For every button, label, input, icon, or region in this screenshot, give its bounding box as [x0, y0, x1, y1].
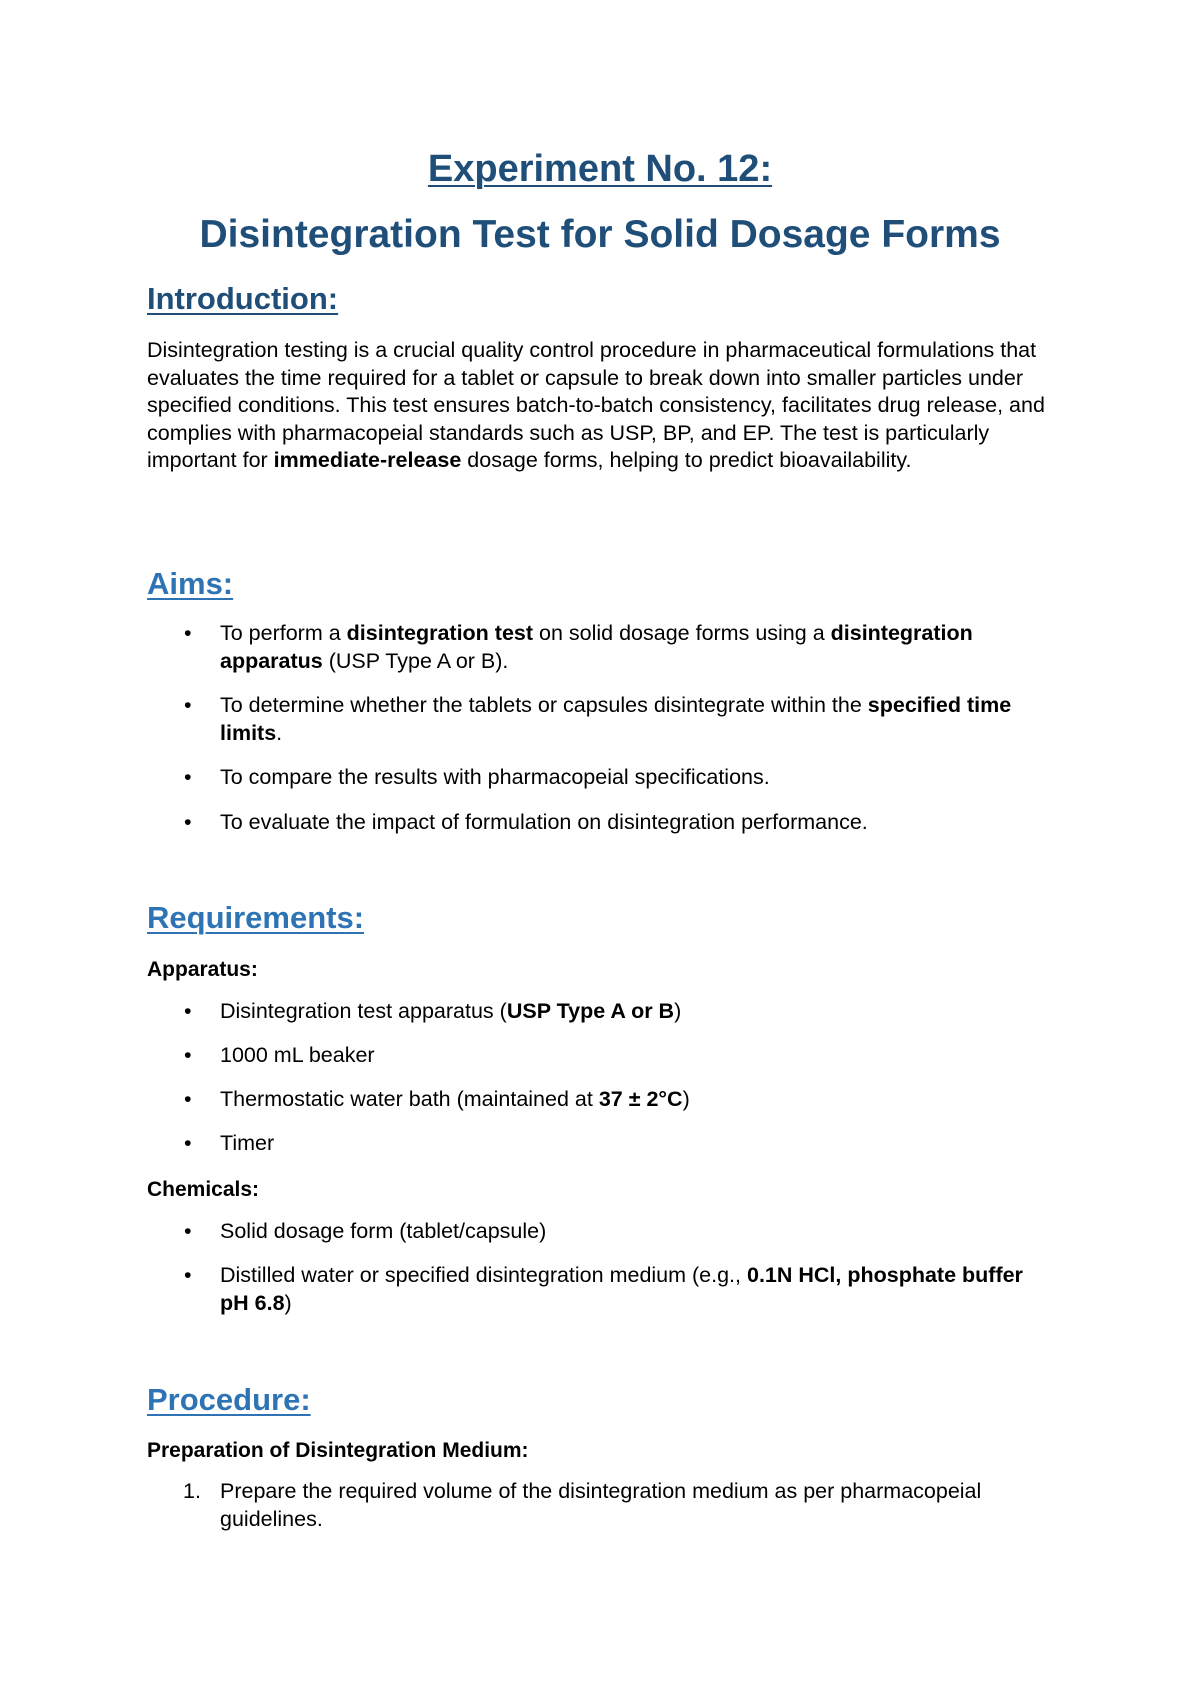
item-bold-text: 0.1N HCl, phosphate buffer pH 6.8: [220, 1263, 1023, 1315]
apparatus-list-item: [147, 1086, 1047, 1114]
procedure-heading: Procedure:: [147, 1382, 311, 1417]
procedure-step: [147, 1478, 1047, 1533]
bullet-icon: •: [184, 1263, 192, 1287]
aims-list-item: [147, 764, 1047, 792]
item-text: Solid dosage form (tablet/capsule): [220, 1219, 547, 1243]
item-text: Thermostatic water bath (maintained at: [220, 1087, 599, 1111]
introduction-heading: Introduction:: [147, 281, 339, 316]
item-text: .: [276, 720, 283, 745]
experiment-title: Experiment No. 12:: [427, 148, 773, 190]
bullet-icon: •: [184, 999, 192, 1023]
aims-list-item: [147, 692, 1047, 747]
item-bold-text: disintegration apparatus: [220, 621, 973, 673]
item-text: To determine whether the tablets or capsules disintegrate within the: [220, 693, 868, 717]
item-text: ): [284, 1290, 292, 1315]
bullet-icon: •: [184, 693, 192, 717]
item-text: To perform a: [220, 621, 347, 645]
bullet-icon: •: [184, 1131, 192, 1155]
item-text: To compare the results with pharmacopeial specifications.: [220, 765, 770, 789]
item-text: ): [674, 999, 682, 1023]
item-text: Timer: [220, 1131, 275, 1155]
item-text: Disintegration test apparatus (: [220, 999, 507, 1023]
item-text: ): [682, 1087, 690, 1111]
item-bold-text: disintegration test: [346, 621, 534, 645]
apparatus-list-item: [147, 1130, 1047, 1158]
bullet-icon: •: [184, 1087, 192, 1111]
aims-list-item: [147, 620, 1047, 675]
chemicals-label: Chemicals:: [147, 1178, 260, 1201]
bullet-icon: •: [184, 621, 192, 645]
intro-bold-term: immediate-release: [273, 448, 462, 472]
item-bold-text: USP Type A or B: [506, 999, 675, 1023]
item-text: on solid dosage forms using a: [533, 621, 831, 645]
aims-list-item: [147, 809, 1047, 837]
apparatus-list-item: [147, 1042, 1047, 1070]
aims-heading: Aims:: [147, 566, 234, 601]
item-bold-text: specified time limits: [220, 693, 1012, 745]
bullet-icon: •: [184, 1043, 192, 1067]
apparatus-label: Apparatus:: [147, 958, 258, 981]
bullet-icon: •: [184, 1219, 192, 1243]
bullet-icon: •: [184, 765, 192, 789]
bullet-icon: •: [184, 810, 192, 834]
chemicals-list-item: [147, 1218, 1047, 1246]
introduction-paragraph: [147, 337, 1047, 475]
intro-text-part: Disintegration testing is a crucial quality control procedure in pharmaceutical formulations that evaluates the time required for a tablet or capsule to break down into smaller particles under specified conditions. This test ensures batch-to-batch consistency, facilitates drug release, and complies with pharmacopeial standards such as USP, BP, and EP. The test is particularly important for: [147, 338, 1045, 472]
requirements-heading: Requirements:: [147, 900, 365, 935]
step-number: 1.: [183, 1479, 201, 1503]
intro-text-part: dosage forms, helping to predict bioavailability.: [461, 448, 912, 472]
item-text: 1000 mL beaker: [220, 1043, 375, 1067]
item-text: To evaluate the impact of formulation on disintegration performance.: [220, 810, 868, 834]
preparation-label: Preparation of Disintegration Medium:: [147, 1439, 529, 1462]
item-text: Distilled water or specified disintegration medium (e.g.,: [220, 1263, 747, 1287]
chemicals-list-item: [147, 1262, 1047, 1317]
step-text: Prepare the required volume of the disintegration medium as per pharmacopeial guidelines.: [220, 1479, 982, 1531]
item-text: (USP Type A or B).: [322, 648, 509, 673]
apparatus-list-item: [147, 998, 1047, 1026]
experiment-subtitle: Disintegration Test for Solid Dosage Forms: [199, 213, 1001, 256]
item-bold-text: 37 ± 2°C: [598, 1087, 683, 1111]
